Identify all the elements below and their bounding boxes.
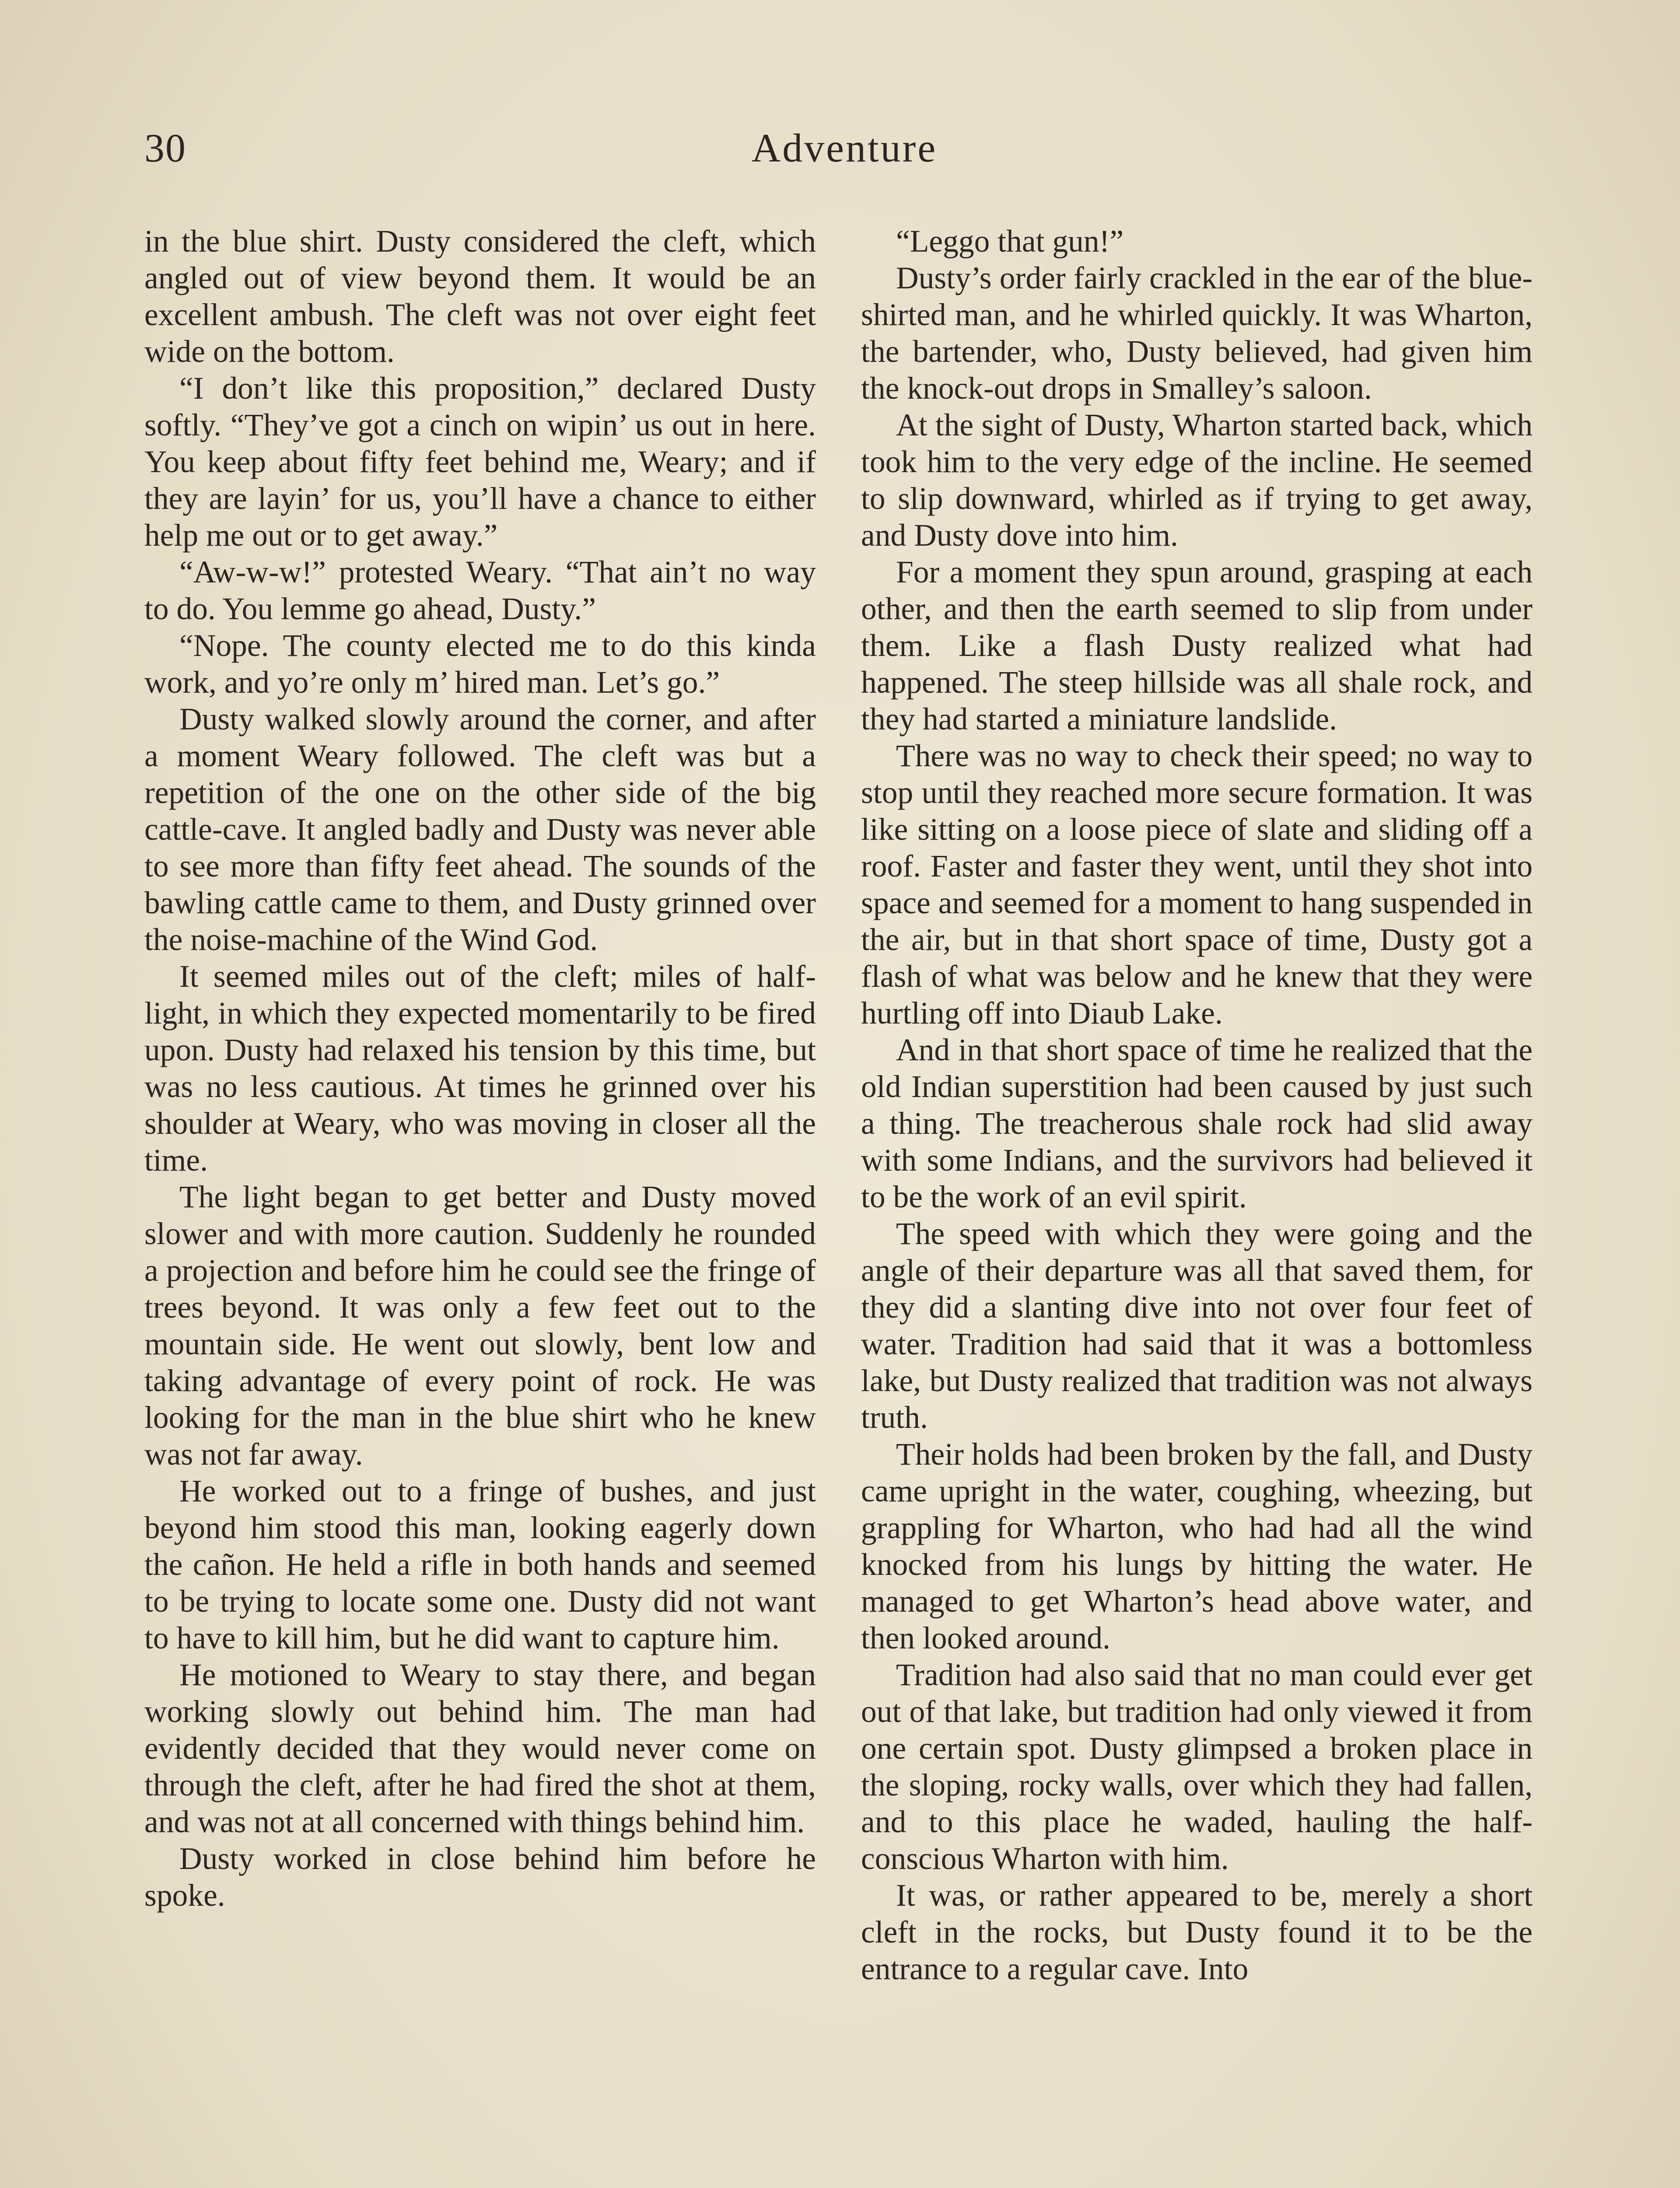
paragraph: The light began to get better and Dusty moved slower and with more caution. Suddenly he rounded a projection and before him he could see the fringe of trees beyond. It was only a few feet out to the mountain side. He went out slowly, bent low and taking advantage of every point of rock. He was looking for the man in the blue shirt who he knew was not far away. — [144, 1180, 816, 1472]
paragraph: “Aw-w-w!” protested Weary. “That ain’t no way to do. You lemme go ahead, Dusty.” — [144, 555, 816, 626]
left-column — [144, 223, 816, 1914]
paragraph: For a moment they spun around, grasping at each other, and then the earth seemed to slip from under them. Like a flash Dusty realized what had happened. The steep hillside was all shale rock, and they had started a miniature landslide. — [861, 555, 1533, 736]
paragraph: “Leggo that gun!” — [896, 224, 1124, 259]
paragraph: Dusty’s order fairly crackled in the ear of the blue-shirted man, and he whirled quickly. It was Wharton, the bartender, who, Dusty believed, had given him the knock-out drops in Smalley’s saloon. — [861, 261, 1533, 406]
paragraph: He worked out to a fringe of bushes, and just beyond him stood this man, looking eagerly down the cañon. He held a rifle in both hands and seemed to be trying to locate some one. Dusty did not want to have to kill him, but he did want to capture him. — [144, 1474, 816, 1655]
paragraph: Dusty worked in close behind him before he spoke. — [144, 1841, 816, 1913]
paragraph: “Nope. The county elected me to do this kinda work, and yo’re only m’ hired man. Let’s go.” — [144, 628, 816, 700]
paragraph: He motioned to Weary to stay there, and began working slowly out behind him. The man had evidently decided that they would never come on through the cleft, after he had fired the shot at them, and was not at all concerned with things behind him. — [144, 1658, 816, 1839]
paragraph: Dusty walked slowly around the corner, and after a moment Weary followed. The cleft was but a repetition of the one on the other side of the big cattle-cave. It angled badly and Dusty was never able to see more than fifty feet ahead. The sounds of the bawling cattle came to them, and Dusty grinned over the noise-machine of the Wind God. — [144, 702, 816, 957]
running-head-title: Adventure — [751, 126, 938, 170]
paragraph: Tradition had also said that no man could ever get out of that lake, but tradition had only viewed it from one certain spot. Dusty glimpsed a broken place in the sloping, rocky walls, over which they had fallen, and to this place he waded, hauling the half-conscious Wharton with him. — [861, 1658, 1533, 1876]
page-header — [144, 125, 1544, 190]
paragraph: There was no way to check their speed; no way to stop until they reached more secure formation. It was like sitting on a loose piece of slate and sliding off a roof. Faster and faster they went, until they shot into space and seemed for a moment to hang suspended in the air, but in that short space of time, Dusty got a flash of what was below and he knew that they were hurtling off into Diaub Lake. — [861, 739, 1533, 1031]
paragraph: It seemed miles out of the cleft; miles of half-light, in which they expected momentarily to be fired upon. Dusty had relaxed his tension by this time, but was no less cautious. At times he grinned over his shoulder at Weary, who was moving in closer all the time. — [144, 959, 816, 1178]
paragraph: “I don’t like this proposition,” declared Dusty softly. “They’ve got a cinch on wipin’ us out in here. You keep about fifty feet behind me, Weary; and if they are layin’ for us, you’ll have a chance to either help me out or to get away.” — [144, 371, 816, 553]
paragraph: in the blue shirt. Dusty considered the cleft, which angled out of view beyond them. It would be an excellent ambush. The cleft was not over eight feet wide on the bottom. — [144, 224, 816, 369]
paragraph: And in that short space of time he realized that the old Indian superstition had been caused by just such a thing. The treacherous shale rock had slid away with some Indians, and the survivors had believed it to be the work of an evil spirit. — [861, 1033, 1533, 1214]
paragraph: At the sight of Dusty, Wharton started back, which took him to the very edge of the incline. He seemed to slip downward, whirled as if trying to get away, and Dusty dove into him. — [861, 408, 1533, 553]
paragraph: The speed with which they were going and the angle of their departure was all that saved them, for they did a slanting dive into not over four feet of water. Tradition had said that it was a bottomless lake, but Dusty realized that tradition was not always truth. — [861, 1217, 1533, 1435]
page-number: 30 — [144, 126, 186, 170]
paragraph: It was, or rather appeared to be, merely a short cleft in the rocks, but Dusty found it to be the entrance to a regular cave. Into — [861, 1878, 1533, 1986]
paragraph: Their holds had been broken by the fall, and Dusty came upright in the water, coughing, wheezing, but grappling for Wharton, who had had all the wind knocked from his lungs by hitting the water. He managed to get Wharton’s head above water, and then looked around. — [861, 1437, 1533, 1655]
right-column — [861, 223, 1533, 1988]
